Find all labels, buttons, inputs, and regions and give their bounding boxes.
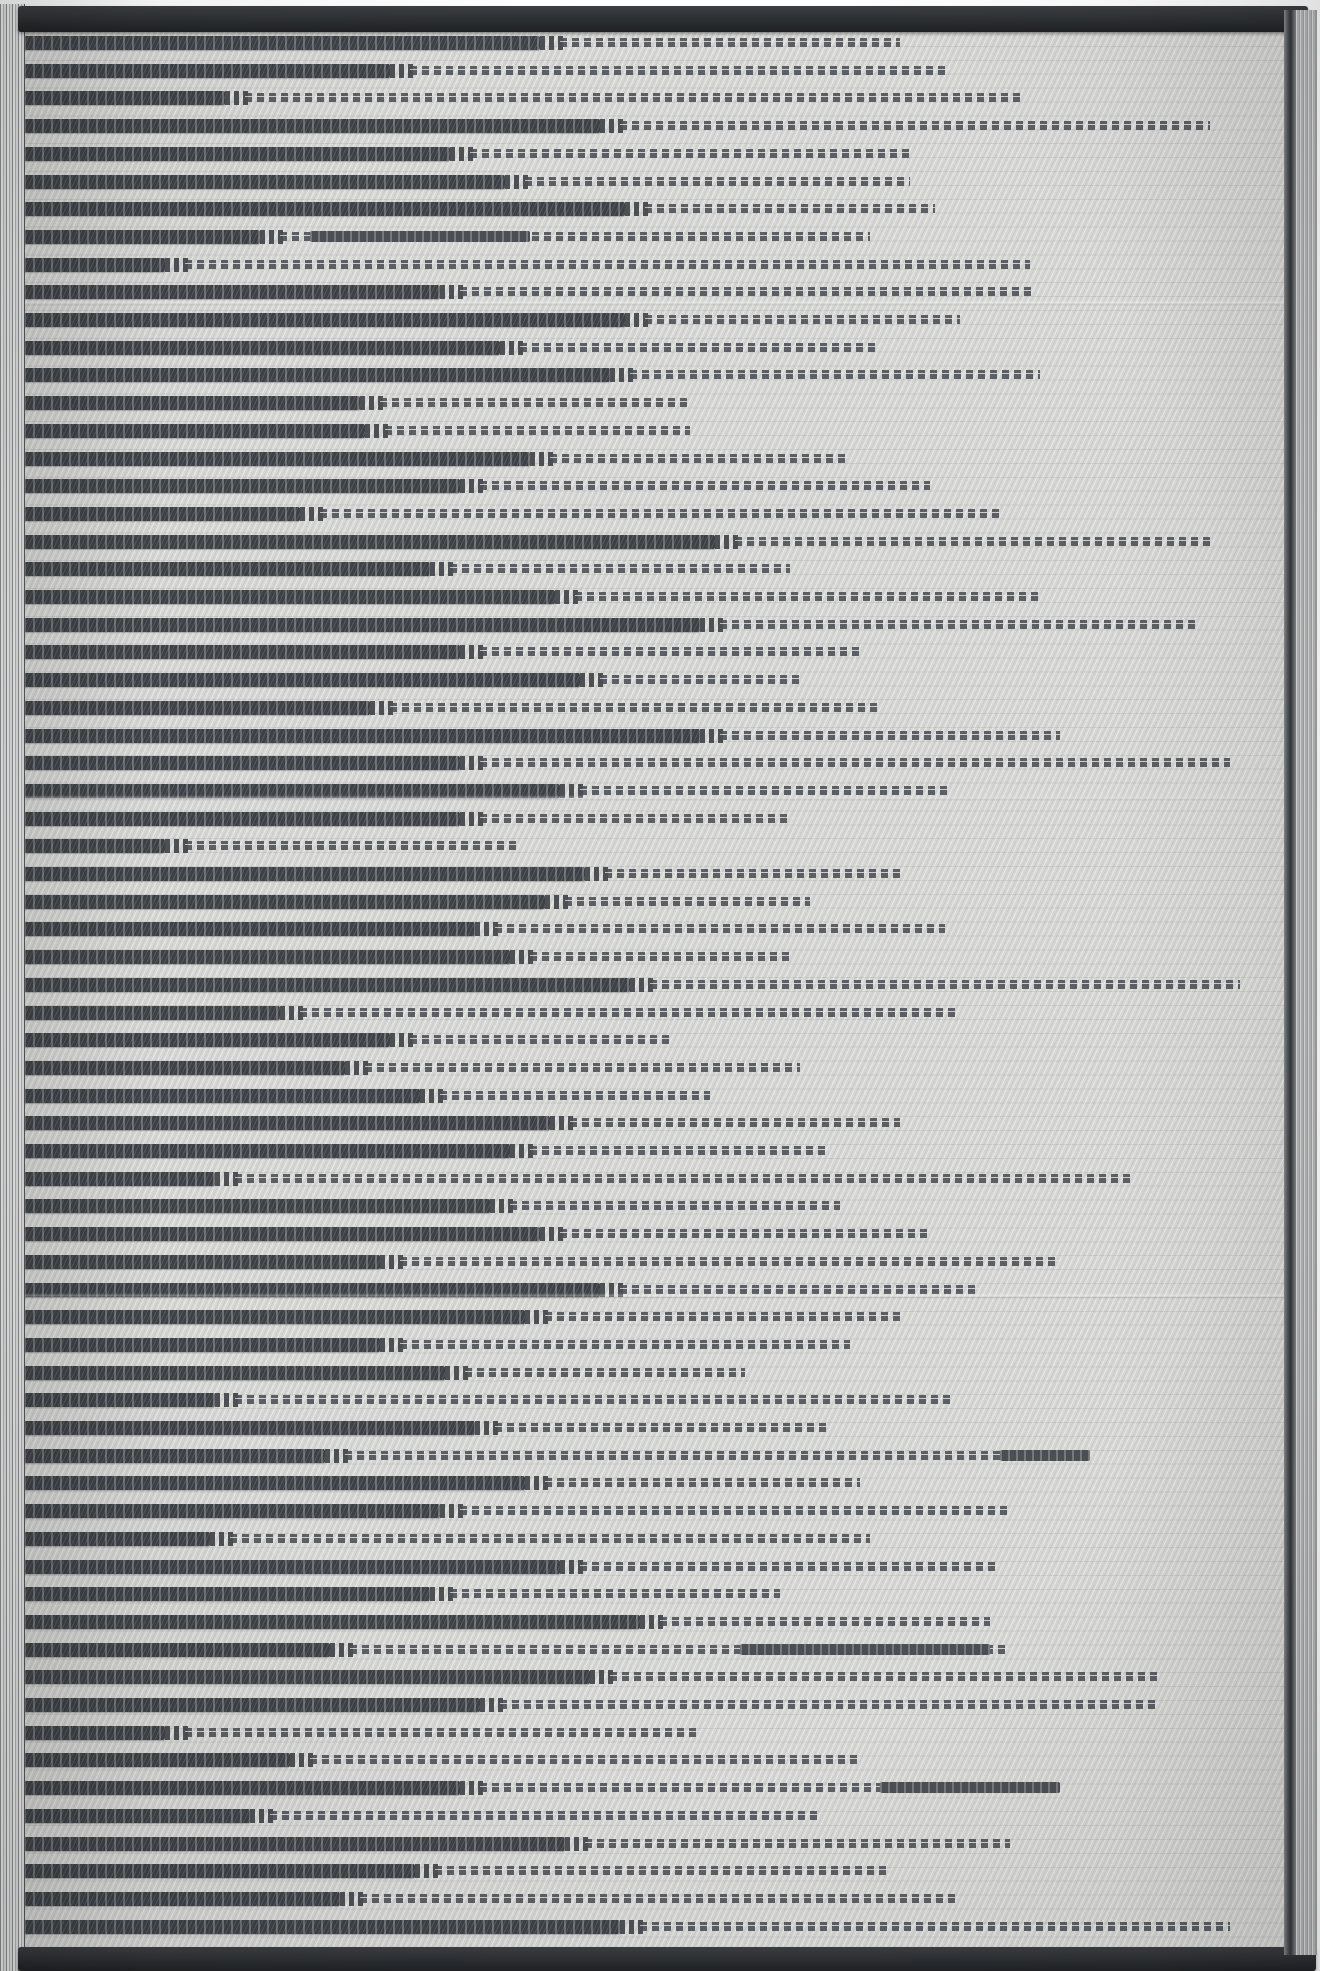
stripe-row [24,729,700,743]
stripe-row [24,285,440,299]
stripe-row [24,590,555,604]
stripe-row [24,1089,420,1103]
stripe-row [24,1560,560,1574]
stripe-dashed-tail [185,1728,700,1737]
stripe-dashed-tail [720,731,1060,740]
stripe-dashed-tail [545,1312,900,1321]
stripe-dashed-tail [480,814,790,823]
stripe-row [24,756,460,770]
stripe-dashed-tail [550,454,850,463]
stripe-dashed-tail [465,1368,745,1377]
bottom-black-hem [18,1947,1316,1971]
stripe-dashed-tail [580,786,950,795]
stripe-row [24,1809,250,1823]
stripe-dashed-tail [345,1451,1090,1460]
stripe-detached-segment [880,1782,1060,1793]
stripe-row [24,784,560,798]
stripe-row [24,479,460,493]
right-binding-seam [1284,10,1296,1955]
stripe-row [24,812,460,826]
stripe-dashed-tail [410,66,950,75]
stripe-dashed-tail [735,537,1215,546]
stripe-dashed-tail [600,675,800,684]
stripe-row [24,1227,540,1241]
stripe-row [24,1504,440,1518]
stripe-dashed-tail [480,758,1230,767]
stripe-row [24,147,450,161]
stripe-row [24,867,585,881]
stripe-detached-segment [310,231,530,242]
stripe-detached-segment [1000,1450,1090,1461]
stripe-row [24,1670,590,1684]
stripe-row [24,645,460,659]
stripe-row [24,1310,525,1324]
stripe-dashed-tail [270,1811,820,1820]
stripe-dashed-tail [580,1562,1000,1571]
stripe-dashed-tail [185,260,1030,269]
stripe-dashed-tail [495,1423,830,1432]
stripe-row [24,1366,445,1380]
stripe-row [24,1726,165,1740]
stripe-row [24,701,370,715]
stripe-row [24,1006,280,1020]
stripe-row [24,1421,475,1435]
right-binding-strip [1296,10,1317,1955]
stripe-row [24,922,475,936]
stripe-dashed-tail [560,38,900,47]
stripe-dashed-tail [530,1146,830,1155]
stripe-row [24,1753,290,1767]
stripe-dashed-tail [435,1866,890,1875]
stripe-row [24,368,610,382]
stripe-row [24,1033,390,1047]
stripe-row [24,119,600,133]
stripe-dashed-tail [390,703,880,712]
stripe-dashed-tail [400,1257,1060,1266]
stripe-dashed-tail [545,1478,860,1487]
stripe-row [24,1283,600,1297]
stripe-row [24,424,365,438]
stripe-row [24,64,390,78]
stripe-row [24,1255,380,1269]
fold-crease [24,300,1284,306]
stripe-row [24,313,625,327]
stripe-row [24,1643,330,1657]
stripe-row [24,175,505,189]
stripe-row [24,1587,430,1601]
stripe-dashed-tail [480,647,860,656]
stripe-dashed-tail [235,1395,950,1404]
stripe-row [24,507,300,521]
stripe-dashed-tail [645,204,935,213]
stripe-row [24,258,165,272]
stripe-dashed-tail [520,343,880,352]
stripe-dashed-tail [185,841,520,850]
stripe-row [24,978,630,992]
stripe-dashed-tail [510,1201,840,1210]
stripe-dashed-tail [245,93,1020,102]
stripe-row [24,1172,215,1186]
stripe-row [24,341,500,355]
stripe-dashed-tail [410,1035,670,1044]
stripe-dashed-tail [380,398,690,407]
stripe-dashed-tail [300,1008,960,1017]
stripe-row [24,1476,525,1490]
stripe-row [24,1338,380,1352]
stripe-dashed-tail [610,1672,1160,1681]
stripe-dashed-tail [650,980,1240,989]
stripe-dashed-tail [575,592,1040,601]
stripe-row [24,1532,210,1546]
stripe-dashed-tail [560,1229,930,1238]
stripe-dashed-tail [630,370,1040,379]
stripe-row [24,535,715,549]
stripe-dashed-tail [620,121,1210,130]
stripe-dashed-tail [320,509,1000,518]
stripe-row [24,202,625,216]
stripe-dashed-tail [565,897,810,906]
stripe-dashed-tail [585,1839,1010,1848]
stripe-row [24,1837,565,1851]
stripe-row [24,396,360,410]
stripe-dashed-tail [660,1617,990,1626]
stripe-dashed-tail [385,426,690,435]
stripe-dashed-tail [230,1534,870,1543]
stripe-dashed-tail [530,952,790,961]
stripe-dashed-tail [460,1506,1010,1515]
top-black-hem [18,6,1308,32]
stripe-dashed-tail [365,1063,800,1072]
stripe-dashed-tail [460,287,1035,296]
stripe-dashed-tail [570,1118,900,1127]
stripe-row [24,950,510,964]
stripe-row [24,1061,345,1075]
stripe-row [24,230,260,244]
stripe-row [24,1892,340,1906]
stripe-row [24,1199,490,1213]
stripe-row [24,562,430,576]
stripe-dashed-tail [480,481,930,490]
stripe-dashed-tail [450,1589,780,1598]
stripe-dashed-tail [360,1894,960,1903]
stripe-dashed-tail [640,1922,1230,1931]
stripe-row [24,618,700,632]
stripe-row [24,895,545,909]
stripe-dashed-tail [620,1285,980,1294]
stripe-row [24,1698,480,1712]
stripe-dashed-tail [495,924,945,933]
stripe-dashed-tail [720,620,1200,629]
stripe-dashed-tail [525,177,910,186]
stripe-dashed-tail [310,1755,860,1764]
stripe-row [24,452,530,466]
stripe-dashed-tail [605,869,900,878]
stripe-row [24,91,225,105]
stripe-detached-segment [740,1644,990,1655]
stripe-row [24,1449,325,1463]
stripe-dashed-tail [440,1091,710,1100]
rug-woven-body [24,32,1284,1947]
stripe-dashed-tail [400,1340,850,1349]
stripe-row [24,1781,460,1795]
stripe-row [24,839,165,853]
stripe-row [24,1615,640,1629]
stripe-dashed-tail [450,564,790,573]
stripe-row [24,36,540,50]
stripe-dashed-tail [470,149,910,158]
stripe-dashed-tail [235,1174,1130,1183]
stripe-dashed-tail [500,1700,1160,1709]
stripe-row [24,1920,620,1934]
stripe-row [24,673,580,687]
stripe-row [24,1144,510,1158]
stripe-dashed-tail [645,315,960,324]
stripe-row [24,1116,550,1130]
stripe-row [24,1864,415,1878]
stripe-row [24,1393,215,1407]
left-selvage-edge [0,4,25,1971]
